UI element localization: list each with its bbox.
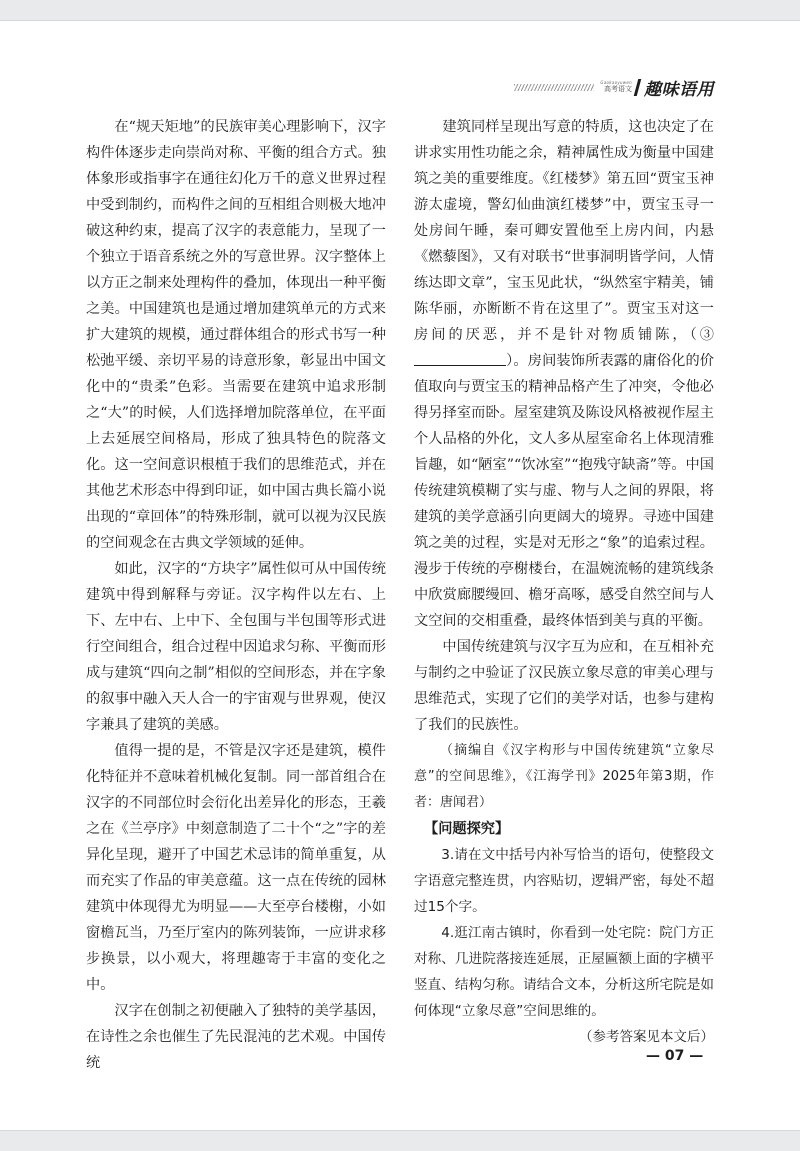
- body-paragraph: 汉字在创制之初便融入了独特的美学基因，在诗性之余也催生了先民混沌的艺术观。中国传统: [86, 1003, 386, 1071]
- page-number: — 07 —: [646, 1048, 704, 1064]
- body-paragraph: 在“规天矩地”的民族审美心理影响下，汉字构件体逐步走向崇尚对称、平衡的组合方式。独体象形或指事字在通往幻化万千的意义世界过程中受到制约，而构件之间的互相组合则极大地冲破这种约束，提高了汉字的表意能力，呈现了一个独立于语音系统之外的写意世界。汉字整体上以方正之制来处理构件的叠加，体现出一种平衡之美。中国建筑也是通过增加建筑单元的方式来扩大建筑的规模，通过群体组合的形式书写一种松弛平缓、亲切平易的诗意形象，彰显出中国文化中的“贵柔”色彩。当需要在建筑中追求形制之“大”的时候，人们选择增加院落单位，在平面上去延展空间格局，形成了独具特色的院落文化。这一空间意识根植于我们的思维范式，并在其他艺术形态中得到印证，如中国古典长篇小说出现的“章回体”的特殊形制，就可以视为汉民族的空间观念在古典文学领域的延伸。: [86, 119, 386, 551]
- column-name: 趣味语用: [644, 79, 714, 100]
- section-title: 【问题探究】: [424, 821, 510, 837]
- bottom-page-band: [0, 1130, 800, 1151]
- column-header: [514, 76, 714, 98]
- header-hatch-decoration: [514, 84, 594, 91]
- fill-in-blank: [414, 351, 506, 366]
- body-paragraph: 中国传统建筑与汉字互为应和，在互相补充与制约之中验证了汉民族立象尽意的审美心理与思维范式，实现了它们的美学对话，也参与建构了我们的民族性。: [414, 639, 714, 733]
- header-subtitle-cn: 高考语文: [604, 85, 632, 93]
- paragraph-text-after-blank: ）。房间装饰所表露的庸俗化的价值取向与贾宝玉的精神品格产生了冲突，令他必得另择室而卧。屋室建筑及陈设风格被视作屋主个人品格的外化，文人多从屋室命名上体现清雅旨趣，如“陋室”“饮冰室”“抱残守缺斋”等。中国传统建筑模糊了实与虚、物与人之间的界限，将建筑的美学意涵引向更阔大的境界。寻迹中国建筑之美的过程，实是对无形之“象”的追索过程。漫步于传统的亭榭楼台，在温婉流畅的建筑线条中欣赏廊腰缦回、檐牙高啄，感受自然空间与人文空间的交相重叠，最终体悟到美与真的平衡。: [414, 353, 714, 629]
- left-column: [86, 114, 386, 1076]
- answer-note: （参考答案见本文后）: [579, 1029, 714, 1045]
- body-paragraph: 值得一提的是，不管是汉字还是建筑，模件化特征并不意味着机械化复制。同一部首组合在汉字的不同部位时会衍化出差异化的形态，王羲之在《兰亭序》中刻意制造了二十个“之”字的差异化呈现，避开了中国艺术忌讳的简单重复，从而充实了作品的审美意蕴。这一点在传统的园林建筑中体现得尤为明显——大至亭台楼榭，小如窗檐瓦当，乃至厅室内的陈列装饰，一应讲求移步换景，以小观大，将理趣寄于丰富的变化之中。: [86, 743, 386, 993]
- right-column: [414, 114, 714, 1050]
- header-subtitle: [600, 81, 632, 93]
- blank-marker: ③: [699, 327, 714, 343]
- paragraph-text-before-blank: 建筑同样呈现出写意的特质，这也决定了在讲求实用性功能之余，精神属性成为衡量中国建筑之美的重要维度。《红楼梦》第五回“贾宝玉神游太虚境，警幻仙曲演红楼梦”中，贾宝玉寻一处房间午睡，秦可卿安置他至上房内间，内悬《燃藜图》，又有对联书“世事洞明皆学问，人情练达即文章”，宝玉见此状，“纵然室宇精美，铺陈华丽，亦断断不肯在这里了”。贾宝玉对这一房间的厌恶，并不是针对物质铺陈，（: [414, 119, 714, 343]
- question-4: 4.逛江南古镇时，你看到一处宅院：院门方正对称、几进院落接连延展，正屋匾额上面的字横平竖直、结构匀称。请结合文本，分析这所宅院是如何体现“立象尽意”空间思维的。: [414, 925, 714, 1019]
- body-paragraph: 如此，汉字的“方块字”属性似可从中国传统建筑中得到解释与旁证。汉字构件以左右、上下、左中右、上中下、全包围与半包围等形式进行空间组合，组合过程中因追求匀称、平衡而形成与建筑“四向之制”相似的空间形态，并在字象的叙事中融入天人合一的宇宙观与世界观，使汉字兼具了建筑的美感。: [86, 561, 386, 733]
- question-3: 3.请在文中括号内补写恰当的语句，使整段文字语意完整连贯，内容贴切，逻辑严密，每处不超过15个字。: [414, 847, 714, 915]
- body-paragraph: [414, 114, 714, 634]
- top-page-band: [0, 0, 800, 21]
- header-subtitle-en: Gaokaoyuwen: [600, 80, 632, 85]
- source-citation: （摘编自《汉字构形与中国传统建筑“立象尽意”的空间思维》，《江海学刊》2025年第3期，作者：唐闻君）: [414, 743, 714, 810]
- header-slash-decoration: [634, 79, 642, 96]
